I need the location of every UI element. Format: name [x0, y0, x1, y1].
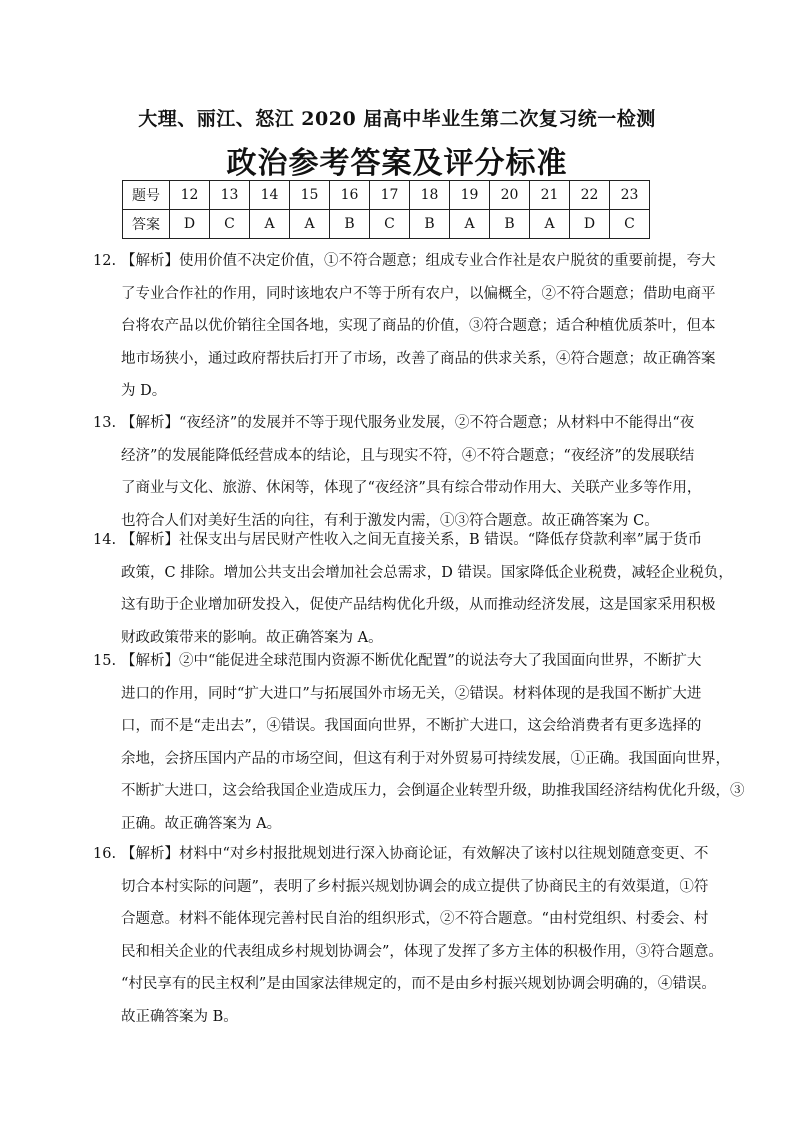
answer-cell: B: [410, 210, 450, 239]
row-label-numbers: 题号: [123, 181, 170, 210]
answer-cell: C: [210, 210, 250, 239]
explanation-line: “村民享有的民主权利”是由国家法律规定的，而不是由乡村振兴规划协调会明确的，④错误。: [121, 976, 716, 992]
explanation-line: 口，而不是“走出去”，④错误。我国面向世界，不断扩大进口，这会给消费者有更多选择的: [121, 718, 702, 734]
row-label-answers: 答案: [123, 210, 170, 239]
explanation-line: 【解析】材料中“对乡村报批规划进行深入协商论证，有效解决了该村以往规划随意变更、不: [121, 846, 709, 862]
explanation-line: 合题意。材料不能体现完善村民自治的组织形式，②不符合题意。“由村党组织、村委会、村: [121, 911, 709, 927]
explanation-line: 也符合人们对美好生活的向往，有利于激发内需，①③符合题意。故正确答案为 C。: [121, 512, 659, 529]
question-number-cell: 14: [250, 181, 290, 210]
explanation-line: 【解析】社保支出与居民财产性收入之间无直接关系，B 错误。“降低存贷款利率”属于货币: [121, 532, 703, 548]
explanation-line: 地市场狭小，通过政府帮扶后打开了市场，改善了商品的供求关系，④符合题意；故正确答案: [121, 350, 716, 367]
page-title: 大理、丽江、怒江 2020 届高中毕业生第二次复习统一检测: [138, 108, 656, 130]
answer-cell: A: [450, 210, 490, 239]
question-number-cell: 21: [530, 181, 570, 210]
question-number-cell: 19: [450, 181, 490, 210]
explanation-line: 了专业合作社的作用，同时该地农户不等于所有农户，以偏概全，②不符合题意；借助电商平: [121, 285, 716, 302]
question-15-explanation: [93, 645, 745, 840]
question-16-explanation: [93, 838, 723, 1033]
explanation-line: 不断扩大进口，这会给我国企业造成压力，会倒逼企业转型升级，助推我国经济结构优化升级，③: [121, 783, 745, 799]
answer-cell: C: [370, 210, 410, 239]
page-subtitle: 政治参考答案及评分标准: [226, 146, 568, 181]
answer-cell: C: [610, 210, 650, 239]
question-number-cell: 20: [490, 181, 530, 210]
answer-cell: B: [490, 210, 530, 239]
question-number-cell: 12: [170, 181, 210, 210]
explanation-line: 民和相关企业的代表组成乡村规划协调会”，体现了发挥了多方主体的积极作用，③符合题意。: [121, 943, 723, 960]
question-12-explanation: [93, 245, 716, 408]
answer-cell: A: [290, 210, 330, 239]
question-number-cell: 17: [370, 181, 410, 210]
explanation-line: 【解析】使用价值不决定价值，①不符合题意；组成专业合作社是农户脱贫的重要前提，夸大: [121, 253, 716, 269]
answer-cell: D: [170, 210, 210, 239]
answer-cell: D: [570, 210, 610, 239]
explanation-line: 进口的作用，同时“扩大进口”与拓展国外市场无关，②错误。材料体现的是我国不断扩大进: [121, 685, 702, 702]
explanation-line: 故正确答案为 B。: [121, 1008, 238, 1025]
question-number: 13.: [93, 415, 117, 431]
explanation-line: 财政政策带来的影响。故正确答案为 A。: [121, 629, 383, 646]
question-number-cell: 18: [410, 181, 450, 210]
answer-table-row-answers: [123, 210, 650, 239]
question-number-cell: 16: [330, 181, 370, 210]
explanation-line: 【解析】“夜经济”的发展并不等于现代服务业发展，②不符合题意；从材料中不能得出“夜: [121, 415, 695, 431]
explanation-line: 经济”的发展能降低经营成本的结论，且与现实不符，④不符合题意；“夜经济”的发展联结: [121, 447, 695, 464]
explanation-line: 这有助于企业增加研发投入，促使产品结构优化升级，从而推动经济发展，这是国家采用积极: [121, 597, 716, 613]
question-number: 12.: [93, 253, 117, 269]
answer-table-row-numbers: [123, 181, 650, 210]
explanation-line: 了商业与文化、旅游、休闲等，体现了“夜经济”具有综合带动作用大、关联产业多等作用，: [121, 480, 702, 496]
explanation-line: 切合本村实际的问题”，表明了乡村振兴规划协调会的成立提供了协商民主的有效渠道，①符: [121, 878, 709, 895]
question-number: 16.: [93, 846, 117, 862]
question-number-cell: 22: [570, 181, 610, 210]
explanation-line: 政策，C 排除。增加公共支出会增加社会总需求，D 错误。国家降低企业税费，减轻企业税负，: [121, 564, 733, 581]
answer-cell: A: [250, 210, 290, 239]
explanation-line: 余地，会挤压国内产品的市场空间，但这有利于对外贸易可持续发展，①正确。我国面向世界，: [121, 750, 730, 767]
answer-cell: A: [530, 210, 570, 239]
explanation-line: 正确。故正确答案为 A。: [121, 815, 282, 832]
question-number: 14.: [93, 532, 117, 548]
explanation-line: 为 D。: [121, 383, 167, 399]
question-14-explanation: [93, 524, 733, 654]
answer-cell: B: [330, 210, 370, 239]
answer-table: [122, 180, 650, 239]
question-number-cell: 13: [210, 181, 250, 210]
question-number-cell: 23: [610, 181, 650, 210]
question-number-cell: 15: [290, 181, 330, 210]
question-number: 15.: [93, 653, 117, 669]
explanation-line: 台将农产品以优价销往全国各地，实现了商品的价值，③符合题意；适合种植优质茶叶，但本: [121, 318, 716, 334]
question-13-explanation: [93, 407, 703, 537]
explanation-line: 【解析】②中“能促进全球范围内资源不断优化配置”的说法夸大了我国面向世界，不断扩大: [121, 653, 702, 669]
